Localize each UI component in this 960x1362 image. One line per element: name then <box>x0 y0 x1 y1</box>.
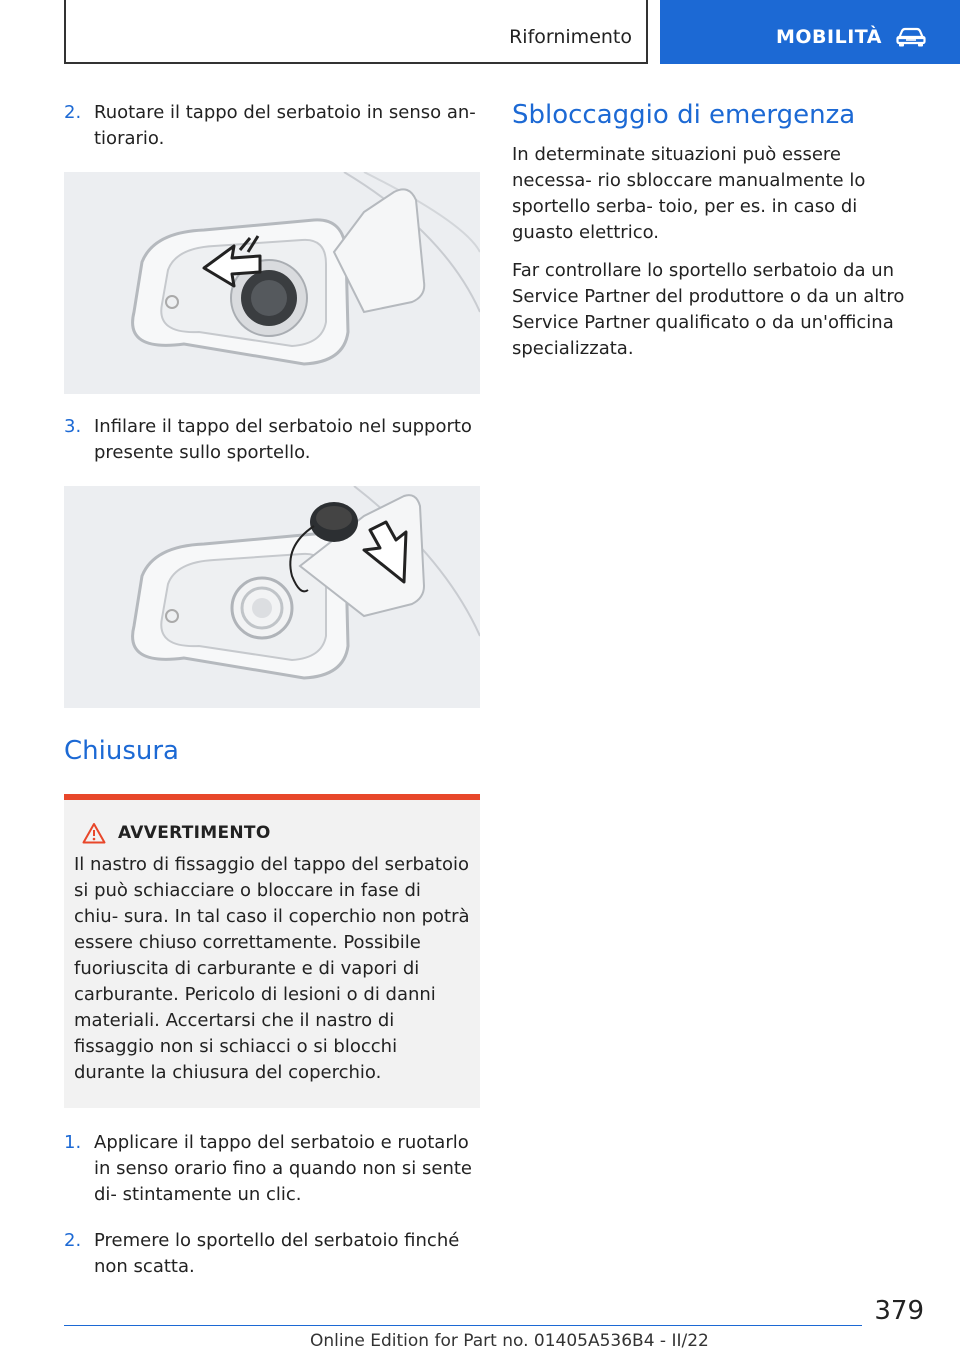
header-tab-mobilita[interactable] <box>660 0 960 64</box>
right-column <box>512 100 922 374</box>
step-text: Applicare il tappo del serbatoio e ruotarlo in senso orario fino a quando non si sente di- stintamente un clic. <box>94 1132 472 1205</box>
step-text: Ruotare il tappo del serbatoio in senso an- tiorario. <box>94 102 476 149</box>
figure-cap-holder <box>64 486 480 708</box>
warning-box <box>64 794 480 1108</box>
left-column <box>64 100 480 1300</box>
footer-edition-text: Online Edition for Part no. 01405A536B4 - II/22 <box>310 1331 709 1351</box>
section-heading-sbloccaggio: Sbloccaggio di emergenza <box>512 100 856 130</box>
warning-icon <box>82 822 106 844</box>
page-number: 379 <box>874 1296 924 1326</box>
step-number: 1. <box>64 1132 82 1153</box>
header-tab-label: MOBILITÀ <box>776 26 882 48</box>
header-section-box <box>64 0 648 64</box>
step-item <box>64 1130 480 1208</box>
step-text: Infilare il tappo del serbatoio nel supporto presente sullo sportello. <box>94 416 472 463</box>
warning-text: Il nastro di fissaggio del tappo del serbatoio si può schiacciare o bloccare in fase di chiu- sura. In tal caso il coperchio non potrà essere chiuso correttamente. Possibile fuoriuscita di carburante e di vapori di carburante. Pericolo di lesioni o di danni materiali. Accertarsi che il nastro di fissaggio non si schiacci o si blocchi durante la chiusura del coperchio. <box>74 854 470 1083</box>
header-section-title: Rifornimento <box>509 26 632 48</box>
warning-header <box>82 822 470 844</box>
footer-divider <box>64 1325 862 1326</box>
closing-steps <box>64 1130 480 1280</box>
step-number: 3. <box>64 416 82 437</box>
step-item <box>64 100 480 152</box>
step-number: 2. <box>64 102 82 123</box>
step-item <box>64 414 480 466</box>
figure-open-cap <box>64 172 480 394</box>
warning-title: AVVERTIMENTO <box>118 823 271 843</box>
car-icon <box>896 26 926 48</box>
step-text: Premere lo sportello del serbatoio finché non scatta. <box>94 1230 460 1277</box>
step-number: 2. <box>64 1230 82 1251</box>
section-heading-chiusura: Chiusura <box>64 736 179 766</box>
paragraph: Far controllare lo sportello serbatoio da un Service Partner del produttore o da un altro Service Partner qualificato o da un'officina specializzata. <box>512 260 905 359</box>
step-item <box>64 1228 480 1280</box>
paragraph: In determinate situazioni può essere necessa- rio sbloccare manualmente lo sportello serba- toio, per es. in caso di guasto elettrico. <box>512 144 866 243</box>
